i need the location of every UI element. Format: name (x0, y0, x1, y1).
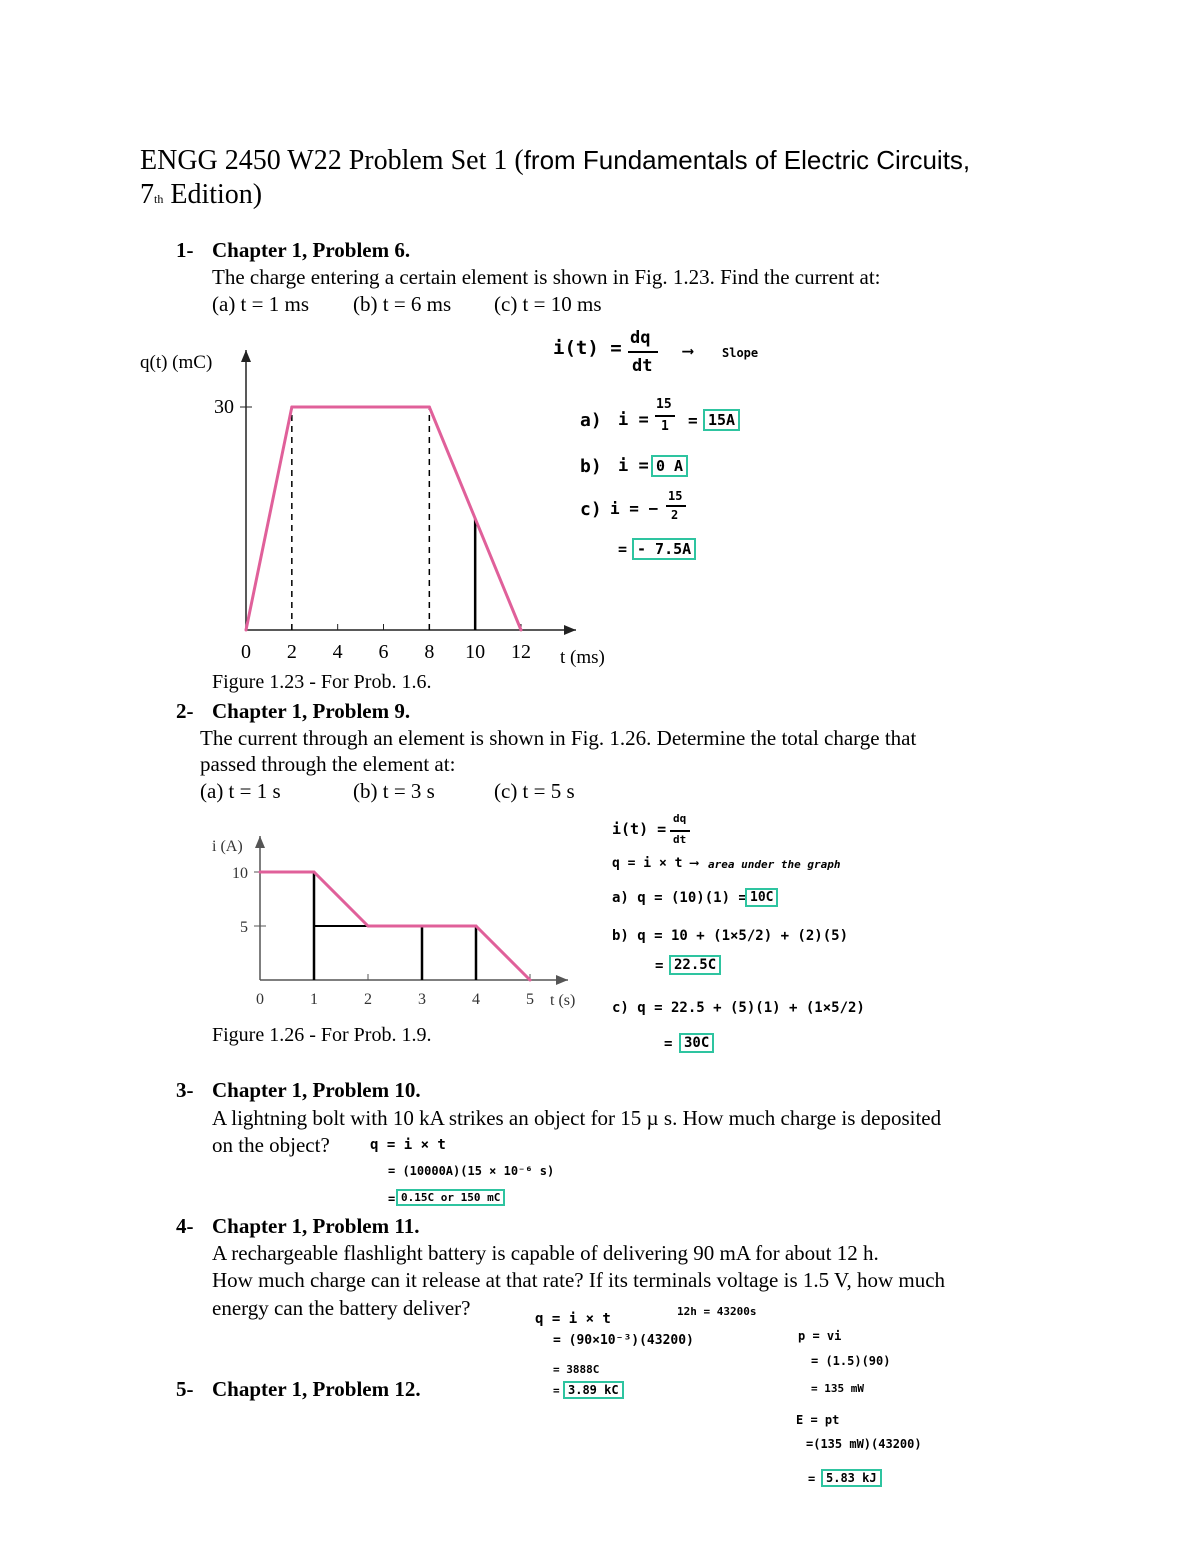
x-tick-label: 3 (418, 991, 426, 1008)
page-title-line2 (140, 178, 262, 212)
p2-heading: Chapter 1, Problem 9. (212, 699, 411, 723)
p1-number: 1- (176, 238, 194, 262)
p1-note-a-den: 1 (661, 419, 669, 434)
p4-answer-energy: 5.83 kJ (821, 1469, 882, 1487)
p1-note-c-eq2: = (618, 540, 628, 558)
p1-note-c-label: c) (580, 499, 602, 520)
x-tick-label: 0 (241, 641, 251, 663)
chart2-ylabel: i (A) (212, 838, 243, 855)
x-axis-arrow (556, 975, 568, 985)
p1-note-num: dq (630, 328, 651, 348)
p4-note-p3: = 135 mW (811, 1382, 864, 1395)
title-edition: Edition) (163, 179, 263, 210)
p1-note-a-bar (655, 415, 675, 417)
p1-note-a-eq2: = (688, 411, 698, 430)
chart1-ylabel: q(t) (mC) (140, 352, 213, 373)
p2-note-eq2b: area under the graph (708, 858, 841, 871)
p1-note-c-den: 2 (671, 508, 679, 522)
p2-note-den: dt (673, 833, 687, 846)
p2-answer-b: 22.5C (669, 955, 721, 975)
p4-note-l4: = (553, 1384, 560, 1397)
p1-caption: Figure 1.23 - For Prob. 1.6. (212, 671, 432, 693)
data-line (260, 872, 530, 980)
p2-note-b-eq: = (655, 958, 664, 974)
title-sans: from Fundamentals of Electric Circuits, (523, 145, 971, 175)
y-tick-label: 30 (214, 396, 234, 418)
data-point (367, 925, 370, 928)
p2-number: 2- (176, 699, 194, 723)
x-tick-label: 1 (310, 991, 318, 1008)
p1-note-a-label: a) (580, 410, 602, 431)
data-point (520, 629, 523, 632)
p5-heading: Chapter 1, Problem 12. (212, 1377, 421, 1401)
p2-note-eq2: q = i × t ⟶ (612, 856, 699, 871)
p3-note-l2: = (10000A)(15 × 10⁻⁶ s) (388, 1164, 555, 1178)
title-ordinal: 7 (140, 179, 154, 210)
x-tick-label: 8 (424, 641, 435, 663)
data-line (246, 407, 521, 630)
p4-answer-charge: 3.89 kC (563, 1381, 624, 1399)
data-point (475, 925, 478, 928)
p2-part-b: (b) t = 3 s (353, 779, 435, 803)
p2-text-1: The current through an element is shown in Fig. 1.26. Determine the total charge that (200, 726, 917, 750)
x-tick-label: 6 (378, 641, 389, 663)
data-point (290, 406, 293, 409)
p1-note-c-num: 15 (668, 489, 683, 503)
p3-text-1: A lightning bolt with 10 kA strikes an object for 15 µ s. How much charge is deposited (212, 1106, 942, 1130)
p4-note-l2: = (90×10⁻³)(43200) (553, 1333, 694, 1348)
p3-number: 3- (176, 1078, 194, 1102)
data-point (428, 406, 431, 409)
p2-note-c-eq: = (664, 1036, 673, 1052)
x-tick-label: 2 (286, 641, 297, 663)
p1-part-b: (b) t = 6 ms (353, 292, 452, 316)
title-ordinal-sup: th (154, 192, 164, 206)
p4-note-eq: q = i × t (535, 1311, 611, 1327)
chart-fig-1-23 (130, 335, 630, 680)
p1-part-a: (a) t = 1 ms (212, 292, 309, 316)
page-title (140, 143, 970, 178)
p4-note-e1: E = pt (796, 1413, 840, 1427)
p2-note-num: dq (673, 812, 687, 825)
p1-answer-b: 0 A (651, 455, 688, 477)
p3-note-l3: = (388, 1192, 396, 1206)
chart-fig-1-26 (200, 825, 600, 1015)
p2-note-fracbar (670, 830, 690, 832)
p1-answer-c: - 7.5A (632, 538, 696, 560)
p2-note-b: b) q = 10 + (1×5/2) + (2)(5) (612, 928, 849, 944)
x-tick-label: 2 (364, 991, 372, 1008)
p1-note-c-bar (666, 505, 686, 507)
p2-note-c: c) q = 22.5 + (5)(1) + (1×5/2) (612, 1000, 865, 1016)
p3-answer: 0.15C or 150 mC (396, 1189, 505, 1206)
y-tick-label: 5 (240, 919, 248, 936)
x-tick-label: 4 (332, 641, 343, 663)
p1-note-b-label: b) (580, 456, 602, 477)
x-tick-label: 12 (511, 641, 531, 663)
p1-note-a-num: 15 (656, 397, 672, 412)
p1-note-b-eq: i = (618, 456, 649, 476)
p4-note-e3: = (808, 1472, 816, 1486)
p1-note-arrow: ⟶ (683, 341, 693, 360)
p4-note-p1: p = vi (798, 1329, 842, 1343)
x-tick-label: 4 (472, 991, 480, 1008)
data-point (245, 629, 248, 632)
p1-note-fracbar (628, 351, 658, 353)
p2-answer-c: 30C (679, 1033, 714, 1053)
p3-heading: Chapter 1, Problem 10. (212, 1078, 421, 1102)
y-axis-arrow (255, 836, 265, 848)
p2-answer-a: 10C (745, 888, 778, 907)
data-point (313, 871, 316, 874)
p3-text-2: on the object? (212, 1133, 330, 1157)
p4-number: 4- (176, 1214, 194, 1238)
chart2-xlabel: t (s) (550, 992, 576, 1009)
p2-note-eq1: i(t) = (612, 820, 667, 838)
p4-heading: Chapter 1, Problem 11. (212, 1214, 420, 1238)
p2-part-c: (c) t = 5 s (494, 779, 575, 803)
p4-note-e2: =(135 mW)(43200) (806, 1437, 922, 1451)
p4-text-3: energy can the battery deliver? (212, 1296, 471, 1320)
p1-note-eq: i(t) = (553, 337, 622, 359)
x-tick-label: 0 (256, 991, 264, 1008)
p2-part-a: (a) t = 1 s (200, 779, 281, 803)
p4-text-2: How much charge can it release at that rate? If its terminals voltage is 1.5 V, how much (212, 1268, 946, 1292)
p2-note-a: a) q = (10)(1) = (612, 890, 747, 906)
p4-note-p2: = (1.5)(90) (811, 1354, 891, 1368)
p4-note-conv: 12h = 43200s (677, 1305, 757, 1318)
p1-note-a-eq: i = (618, 410, 649, 430)
p4-note-l3: = 3888C (553, 1363, 600, 1376)
title-serif: ENGG 2450 W22 Problem Set 1 ( (140, 145, 524, 176)
p2-caption: Figure 1.26 - For Prob. 1.9. (212, 1024, 432, 1046)
x-tick-label: 10 (465, 641, 486, 663)
p3-note-eq: q = i × t (370, 1137, 446, 1153)
x-axis-arrow (564, 625, 576, 635)
p5-number: 5- (176, 1377, 194, 1401)
data-point (259, 871, 262, 874)
chart1-xlabel: t (ms) (560, 647, 605, 668)
data-point (529, 979, 532, 982)
p1-note-slope: Slope (722, 346, 759, 360)
y-tick-label: 10 (232, 865, 248, 882)
p1-answer-a: 15A (703, 409, 740, 431)
p4-text-1: A rechargeable flashlight battery is capable of delivering 90 mA for about 12 h. (212, 1241, 879, 1265)
x-tick-label: 5 (526, 991, 534, 1008)
p1-text: The charge entering a certain element is shown in Fig. 1.23. Find the current at: (212, 265, 881, 289)
y-axis-arrow (241, 350, 251, 362)
p1-heading: Chapter 1, Problem 6. (212, 238, 411, 262)
p1-note-den: dt (632, 356, 653, 376)
p2-text-2: passed through the element at: (200, 752, 456, 776)
p1-part-c: (c) t = 10 ms (494, 292, 602, 316)
p1-note-c-eq: i = − (610, 499, 659, 518)
